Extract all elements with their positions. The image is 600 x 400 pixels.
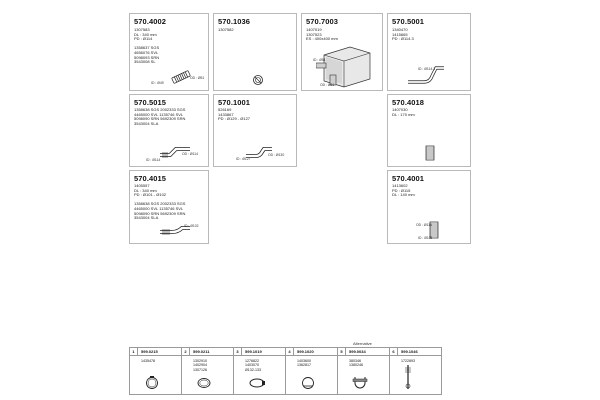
pipe-diameter-spec: PD : Ø115 (392, 187, 411, 193)
part-card-570-5015[interactable] (129, 94, 209, 167)
oe-number: 526169 (218, 107, 232, 112)
part-number: 570.5015 (134, 98, 167, 107)
oe-number: 1415665 (392, 31, 408, 37)
mounting-rod-icon (404, 364, 412, 390)
dimension-tag: ID : Ø127 (236, 157, 251, 161)
part-card-570-1001[interactable] (213, 94, 297, 167)
clamp-ring-drawing (252, 74, 264, 86)
dimension-tag: ID : Ø49 (151, 81, 164, 85)
clamp-ring-icon (196, 376, 212, 390)
accessory-cell[interactable] (286, 348, 338, 394)
pipe-diameter-spec: PD : Ø101 - Ø102 (134, 192, 167, 198)
pipe-diameter-spec: PD : Ø114 (134, 36, 153, 42)
oe-number: 1307582 (218, 27, 234, 32)
accessory-header (130, 348, 181, 356)
part-card-570-4001[interactable] (387, 170, 471, 244)
accessory-header (286, 348, 337, 356)
accessory-oe-list (401, 359, 415, 363)
accessory-cell[interactable] (390, 348, 441, 394)
part-card-570-4015[interactable] (129, 170, 209, 244)
oe-number: 1302910 (193, 359, 207, 363)
oe-number: 1413602 (392, 183, 408, 188)
bent-pipe-drawing (406, 62, 446, 86)
oe-number: 4656076 SVL (134, 50, 159, 55)
oe-number: 1407030 (392, 107, 408, 112)
oe-number: 1358638 SGS 2002333 SGS (134, 201, 186, 207)
oe-number: 1433867 (218, 111, 234, 117)
part-card-570-7003[interactable] (301, 13, 383, 91)
accessory-part-number: 599.0215 (141, 349, 158, 354)
length-spec: DL : 170 mm (392, 111, 415, 117)
part-number: 570.1001 (218, 98, 251, 107)
alternative-label: Alternative (353, 341, 372, 346)
accessory-cell[interactable] (338, 348, 390, 394)
part-card-570-4018[interactable] (387, 94, 471, 167)
oe-number: 1380246 (349, 363, 363, 368)
accessory-header (234, 348, 285, 356)
dimension-tag: OD : Ø130 (268, 153, 285, 157)
dimension-tag: ID : Ø114 (146, 158, 161, 162)
accessory-part-number: 599.1046 (401, 349, 418, 354)
oe-number: 1358637 SGS (134, 45, 160, 51)
oe-number: 5098090 SRN 5692309 SRN (134, 210, 186, 216)
part-number: 570.5001 (392, 17, 425, 26)
accessory-part-number: 599.1019 (245, 349, 262, 354)
dimension-tag: OD : Ø51 (190, 76, 205, 80)
accessory-oe-list (141, 359, 155, 363)
oe-number: 1403600 (297, 359, 311, 363)
oe-number: 1435478 (141, 359, 155, 363)
clamp-ring-icon (300, 376, 316, 390)
dimension-tag: ID : Ø51 (313, 58, 326, 62)
oe-number: 1403070 (245, 363, 259, 368)
part-number: 570.4002 (134, 17, 167, 26)
oe-number: 1405557 (134, 183, 150, 188)
oe-number: 4465000 SVL 1135746 SVL (134, 111, 184, 117)
dimension-tag: ID : Ø102 (184, 224, 199, 228)
dimension-tag: OD : Ø114 (182, 152, 198, 156)
dimension-tag: ID : Ø115 (418, 236, 433, 240)
band-clamp-icon (248, 376, 266, 390)
part-number: 570.4018 (392, 98, 425, 107)
part-card-570-4002[interactable] (129, 13, 209, 91)
accessory-index: 4 (286, 348, 294, 356)
accessory-cell[interactable] (182, 348, 234, 394)
oe-number: 1407019 (306, 27, 322, 32)
accessory-oe-list (193, 359, 207, 372)
accessory-part-number: 599.1020 (297, 349, 314, 354)
oe-number: 1362817 (297, 363, 311, 368)
length-spec: DL : 140 mm (392, 192, 415, 198)
part-number: 570.4015 (134, 174, 167, 183)
length-spec: DL : 340 mm (134, 31, 157, 37)
oe-number: 1307583 (134, 27, 150, 32)
accessory-index: 1 (130, 348, 138, 356)
oe-number: 1402904 (193, 363, 207, 368)
flex-pipe-drawing (170, 70, 192, 84)
oe-number: 1358638 SGS 2002333 SGS (134, 107, 186, 112)
clamp-ring-icon (144, 376, 160, 390)
oe-number: 4465000 SVL 1135746 SVL (134, 206, 184, 211)
accessory-header (338, 348, 389, 356)
oe-number: 5098093 SRN (134, 54, 160, 60)
part-card-570-1036[interactable] (213, 13, 297, 91)
oe-number: Ø132-133 (245, 367, 261, 372)
accessory-oe-list (297, 359, 311, 368)
oe-number: 3543008 SL (134, 59, 156, 65)
accessory-header (390, 348, 441, 356)
oe-number: 1340470 (392, 27, 408, 32)
oe-number: 1722893 (401, 359, 415, 363)
dimension-tag: OD : Ø51 (320, 83, 335, 87)
flex-tube-drawing (424, 145, 436, 161)
oe-number: 5098090 SRN 5692309 SRN (134, 116, 186, 122)
u-bolt-clamp-icon (352, 376, 368, 390)
accessory-oe-list (349, 359, 363, 368)
accessory-oe-list (245, 359, 261, 372)
oe-number: 380346 (349, 359, 361, 363)
accessory-index: 3 (234, 348, 242, 356)
oe-number: 1307126 (193, 367, 207, 372)
accessory-header (182, 348, 233, 356)
accessory-part-number: 599.0034 (349, 349, 366, 354)
oe-number: 3543004 SLA (134, 215, 159, 221)
accessory-part-number: 599.0211 (193, 349, 210, 354)
silencer-box-drawing (316, 41, 372, 89)
accessory-cell[interactable] (234, 348, 286, 394)
accessory-index: 6 (390, 348, 398, 356)
oe-number: 1307523 (306, 31, 322, 37)
oe-number: 3543004 SLA (134, 120, 159, 126)
size-spec: ES : 400x400 mm (306, 36, 338, 42)
part-number: 570.7003 (306, 17, 339, 26)
accessory-index: 5 (338, 348, 346, 356)
oe-number: 1276822 (245, 359, 259, 363)
pipe-diameter-spec: PD : Ø129 - Ø127 (218, 116, 251, 122)
part-number: 570.4001 (392, 174, 425, 183)
length-spec: DL : 340 mm (134, 187, 157, 193)
dimension-tag: ID : Ø114.3 (418, 67, 436, 71)
dimension-tag: OD : Ø114 (416, 223, 432, 227)
part-card-570-5001[interactable] (387, 13, 471, 91)
accessories-table (129, 347, 442, 395)
pipe-diameter-spec: PD : Ø114.3 (392, 36, 414, 42)
part-number: 570.1036 (218, 17, 251, 26)
accessory-index: 2 (182, 348, 190, 356)
accessory-cell[interactable] (130, 348, 182, 394)
